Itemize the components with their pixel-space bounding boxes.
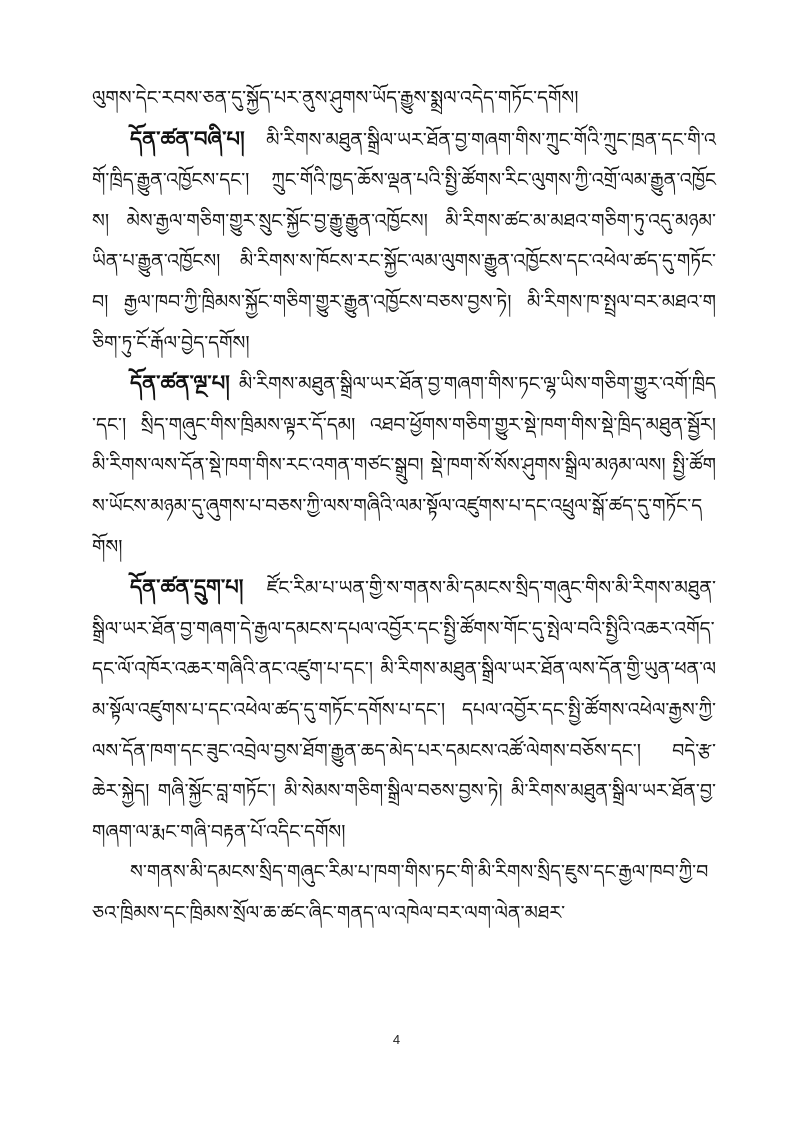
article-4-heading: དོན་ཚན་བཞི་པ། xyxy=(130,125,245,151)
article-6-text: ཛོང་རིམ་པ་ཡན་གྱི་ས་གནས་མི་དམངས་སྲིད་གཞུང་གིས་མི་རིགས་མཐུན་སྒྲིལ་ཡར་ཐོན་བྱ་གཞག་དེ་རྒྱལ་དམངས་དཔལ་འབྱོར་དང་སྤྱི་ཚོགས་གོང་དུ་སྤེལ་བའི་སྤྱིའི་འཆར་འགོད་དང་ལོ་འཁོར་འཆར་གཞིའི་ནང་འཛུག་པ་དང་། མི་རིགས་མཐུན་སྒྲིལ་ཡར་ཐོན་ལས་དོན་གྱི་ཡུན་ཕན་ལམ་སྟོལ་འཛུགས་པ་དང་འཕེལ་ཚད་དུ་གཏོང་དགོས་པ་དང་། དཔལ་འབྱོར་དང་སྤྱི་ཚོགས་འཕེལ་རྒྱས་ཀྱི་ལས་དོན་ཁག་དང་ཟུང་འབྲེལ་བྱས་ཐོག་རྒྱུན་ཆད་མེད་པར་དམངས་འཚོ་ལེགས་བཅོས་དང་། བདེ་རྩ་ཆེར་སྐྱེད། གཞི་སྐྱོང་བླ་གཏོང་། མི་སེམས་གཅིག་སྒྲིལ་བཅས་བྱས་ཏེ། མི་རིགས་མཐུན་སྒྲིལ་ཡར་ཐོན་བྱ་གཞག་ལ་རྨང་གཞི་བརྟན་པོ་འདིང་དགོས། xyxy=(92,577,716,843)
page-number: 4 xyxy=(392,1032,401,1047)
article-5 xyxy=(92,363,716,567)
paragraph-text: ལུགས་དེང་རབས་ཅན་དུ་སྐྱོད་པར་ནུས་ཤུགས་ཡོད་རྒྱུས་སྨྲལ་འདེད་གཏོང་དགོས། xyxy=(92,87,579,109)
paragraph-text: ས་གནས་མི་དམངས་སྲིད་གཞུང་རིམ་པ་ཁག་གིས་ཏང་གི་མི་རིགས་སྲིད་ཇུས་དང་རྒྱལ་ཁབ་ཀྱི་བཅའ་ཁྲིམས་དང་ཁྲིམས་སྲོལ་ཆ་ཚང་ཞིང་གནད་ལ་འཁེལ་བར་ལག་ལེན་མཐར་ xyxy=(92,861,709,924)
body-text xyxy=(92,78,716,933)
paragraph-continuation xyxy=(92,78,716,119)
article-5-heading: དོན་ཚན་ལྔ་པ། xyxy=(130,370,230,396)
article-4-text: མི་རིགས་མཐུན་སྒྲིལ་ཡར་ཐོན་བྱ་གཞག་གིས་ཀྲུང་གོའི་ཀྲུང་ཁྲན་དང་གི་འགོ་ཁྲིད་རྒྱུན་འཁྱོངས་དང་། ཀྲུང་གོའི་ཁྱད་ཆོས་ལྡན་པའི་སྤྱི་ཚོགས་རིང་ལུགས་ཀྱི་འགྲོ་ལམ་རྒྱུན་འཁྱོངས། མེས་རྒྱལ་གཅིག་གྱུར་སྲུང་སྐྱོང་བྱ་རྒྱུ་རྒྱུན་འཁྱོངས། མི་རིགས་ཚང་མ་མཐའ་གཅིག་ཏུ་འདུ་མཉམ་ཡིན་པ་རྒྱུན་འཁྱོངས། མི་རིགས་ས་ཁོངས་རང་སྐྱོང་ལམ་ལུགས་རྒྱུན་འཁྱོངས་དང་འཕེལ་ཚད་དུ་གཏོང་བ། རྒྱལ་ཁབ་ཀྱི་ཁྲིམས་སྐྱོང་གཅིག་གྱུར་རྒྱུན་འཁྱོངས་བཅས་བྱས་ཏེ། མི་རིགས་ཁ་སྤྲལ་བར་མཐའ་གཅིག་ཏུ་ངོ་རྒོལ་བྱེད་དགོས། xyxy=(92,128,716,354)
article-6-heading: དོན་ཚན་དྲུག་པ། xyxy=(130,574,244,600)
article-4 xyxy=(92,119,716,364)
article-5-text: མི་རིགས་མཐུན་སྒྲིལ་ཡར་ཐོན་བྱ་གཞག་གིས་ཏང་ལྷ་ཡིས་གཅིག་གྱུར་འགོ་ཁྲིད་དང་། སྲིད་གཞུང་གིས་ཁྲིམས་ལྟར་དོ་དམ། འཐབ་ཕྱོགས་གཅིག་གྱུར་སྡེ་ཁག་གིས་སྡེ་ཁྲིད་མཐུན་སྦྱོར། མི་རིགས་ལས་དོན་སྡེ་ཁག་གིས་རང་འགན་གཙང་སྒྲུབ། སྡེ་ཁག་སོ་སོས་ཤུགས་སྒྲིལ་མཉམ་ལས། སྤྱི་ཚོགས་ཡོངས་མཉམ་དུ་ཞུགས་པ་བཅས་ཀྱི་ལས་གཞིའི་ལམ་སྟོལ་འཛུགས་པ་དང་འཕྲུལ་སྒོ་ཚད་དུ་གཏོང་དགོས། xyxy=(92,373,716,558)
article-6-continued xyxy=(92,852,716,933)
article-6 xyxy=(92,567,716,852)
